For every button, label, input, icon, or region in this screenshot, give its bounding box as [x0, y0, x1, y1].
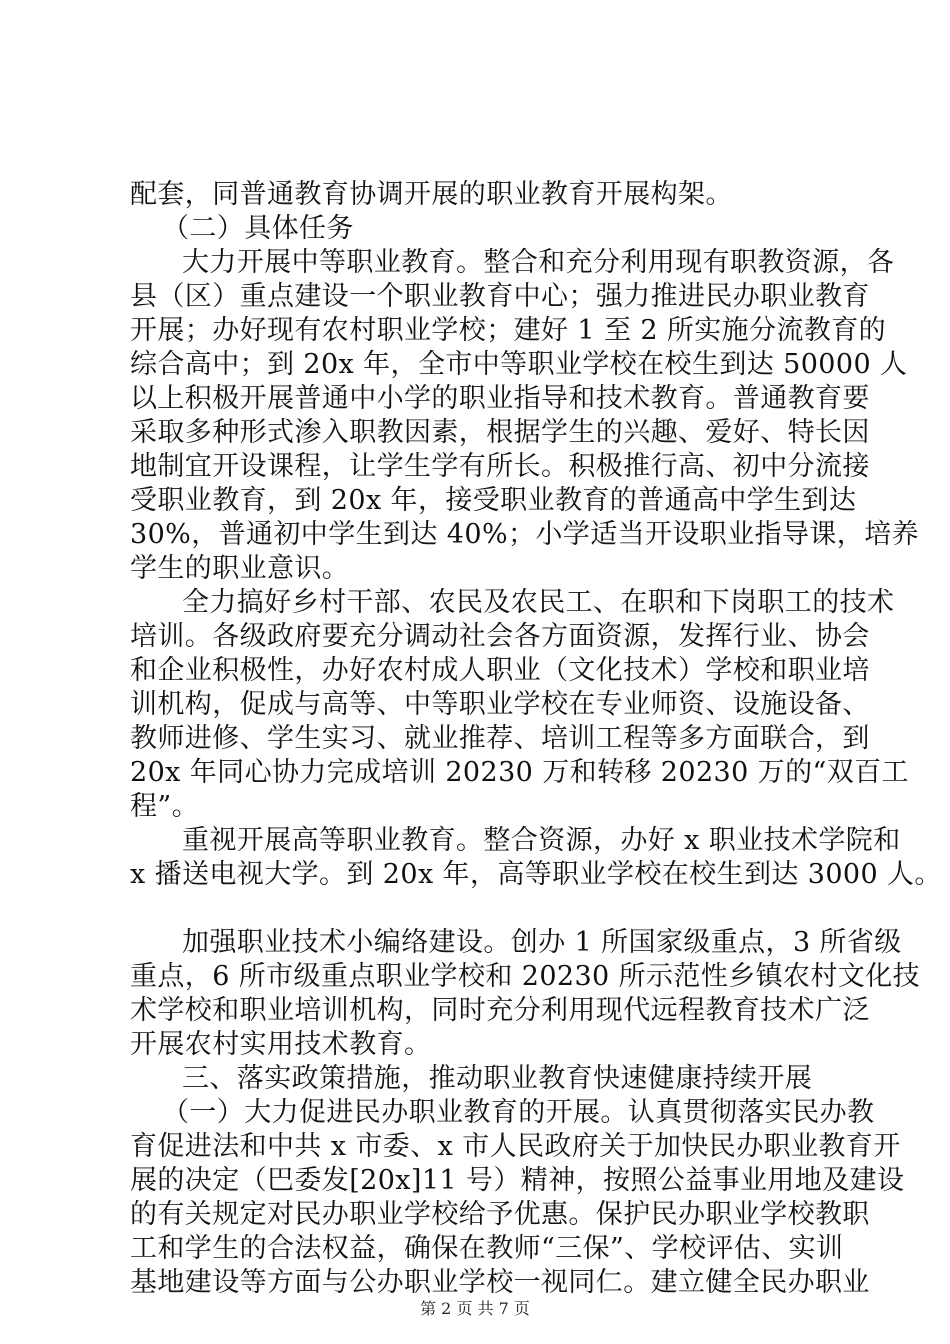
text-line: 开展农村实用技术教育。: [130, 1029, 432, 1060]
text-line: 的有关规定对民办职业学校给予优惠。保护民办职业学校教职: [130, 1199, 870, 1230]
text-line: 学生的职业意识。: [130, 553, 350, 584]
text-line: 展的决定（巴委发[20x]11 号）精神，按照公益事业用地及建设: [130, 1165, 905, 1196]
text-line: 重点，6 所市级重点职业学校和 20230 所示范性乡镇农村文化技: [130, 961, 921, 992]
text-line: 教师进修、学生实习、就业推荐、培训工程等多方面联合，到: [130, 723, 870, 754]
text-line: 配套，同普通教育协调开展的职业教育开展构架。: [130, 179, 733, 210]
text-line: 20x 年同心协力完成培训 20230 万和转移 20230 万的“双百工: [130, 757, 909, 788]
text-line: 工和学生的合法权益，确保在教师“三保”、学校评估、实训: [130, 1233, 844, 1264]
text-line: 采取多种形式渗入职教因素，根据学生的兴趣、爱好、特长因: [130, 417, 870, 448]
text-line: 开展；办好现有农村职业学校；建好 1 至 2 所实施分流教育的: [130, 315, 887, 346]
text-line: 地制宜开设课程，让学生学有所长。积极推行高、初中分流接: [130, 451, 870, 482]
text-line: 综合高中；到 20x 年，全市中等职业学校在校生到达 50000 人: [130, 349, 908, 380]
section-heading: 三、落实政策措施，推动职业教育快速健康持续开展: [182, 1063, 813, 1094]
section-heading: （二）具体任务: [162, 213, 354, 244]
text-line: 全力搞好乡村干部、农民及农民工、在职和下岗职工的技术: [182, 587, 895, 618]
text-line: 育促进法和中共 x 市委、x 市人民政府关于加快民办职业教育开: [130, 1131, 901, 1162]
page-number: 第 2 页 共 7 页: [420, 1299, 530, 1318]
text-line: 大力开展中等职业教育。整合和充分利用现有职教资源，各: [182, 247, 895, 278]
text-line: 30%，普通初中学生到达 40%；小学适当开设职业指导课，培养: [130, 519, 920, 550]
text-line: 和企业积极性，办好农村成人职业（文化技术）学校和职业培: [130, 655, 870, 686]
text-line: 重视开展高等职业教育。整合资源，办好 x 职业技术学院和: [182, 825, 901, 856]
text-line: 加强职业技术小编络建设。创办 1 所国家级重点，3 所省级: [182, 927, 902, 958]
text-line: 受职业教育，到 20x 年，接受职业教育的普通高中学生到达: [130, 485, 857, 516]
text-line: 术学校和职业培训机构，同时充分利用现代远程教育技术广泛: [130, 995, 870, 1026]
text-line: x 播送电视大学。到 20x 年，高等职业学校在校生到达 3000 人。: [130, 859, 942, 890]
text-line: 县（区）重点建设一个职业教育中心；强力推进民办职业教育: [130, 281, 870, 312]
text-line: 以上积极开展普通中小学的职业指导和技术教育。普通教育要: [130, 383, 870, 414]
text-line: 程”。: [130, 791, 200, 822]
text-line: 培训。各级政府要充分调动社会各方面资源，发挥行业、协会: [130, 621, 870, 652]
text-line: 基地建设等方面与公办职业学校一视同仁。建立健全民办职业: [130, 1267, 870, 1298]
text-line: （一）大力促进民办职业教育的开展。认真贯彻落实民办教: [162, 1097, 875, 1128]
text-line: 训机构，促成与高等、中等职业学校在专业师资、设施设备、: [130, 689, 870, 720]
